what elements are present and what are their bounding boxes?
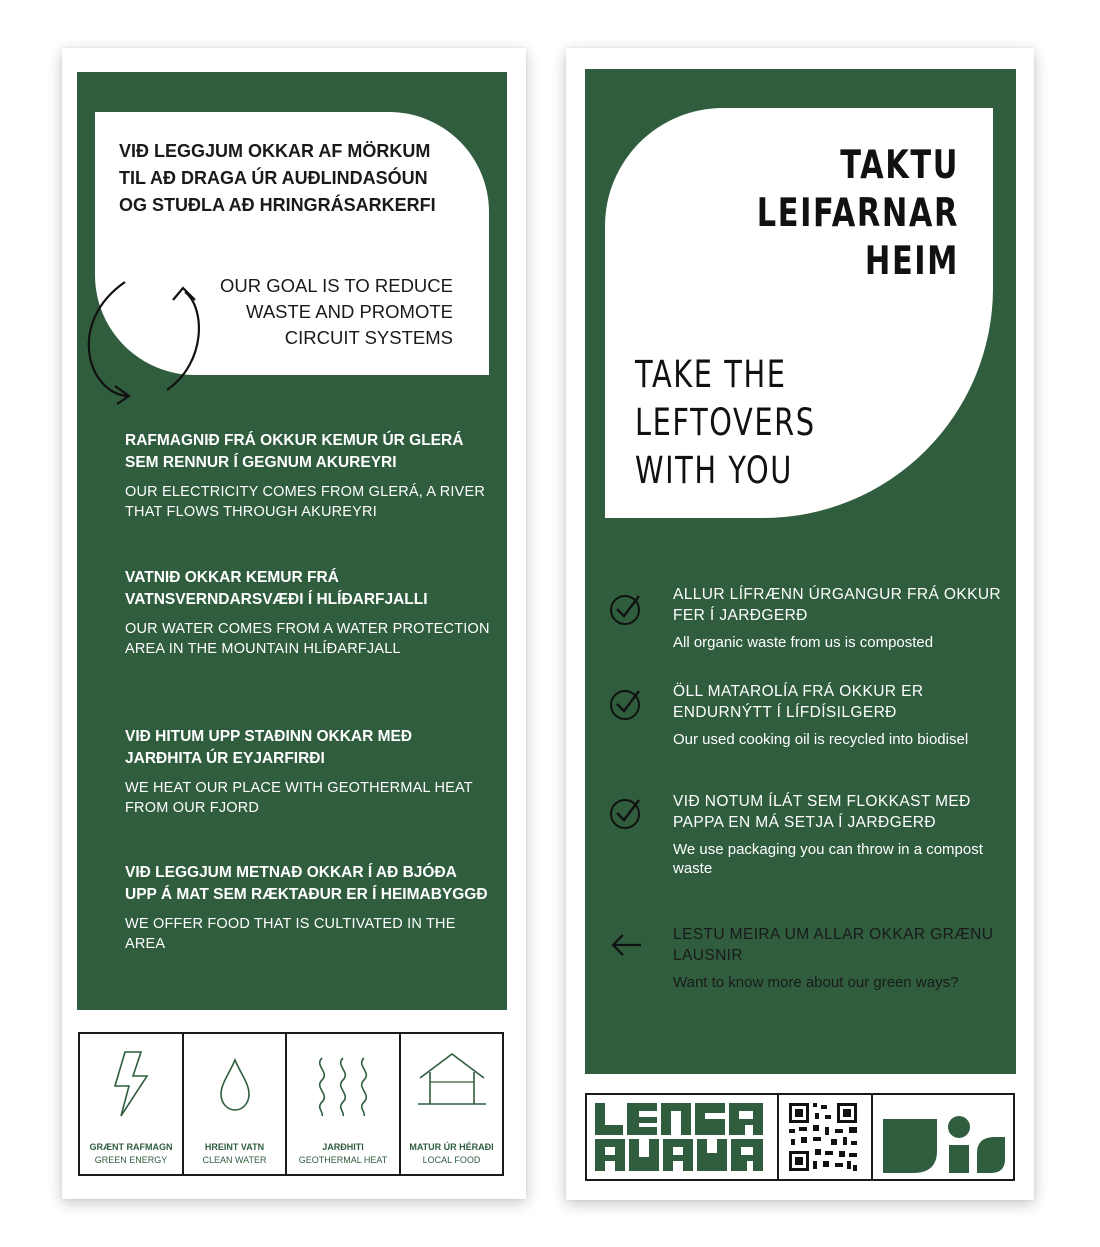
left-item-text: WE HEAT OUR PLACE WITH GEOTHERMAL HEAT FROM OUR FJORD — [125, 780, 473, 816]
icon-sublabel: GEOTHERMAL HEAT — [298, 1155, 388, 1165]
icon-cell-food — [401, 1034, 502, 1174]
icon-strip — [78, 1032, 504, 1176]
heat-waves-icon — [308, 1050, 378, 1120]
icon-sublabel: GREEN ENERGY — [94, 1155, 168, 1165]
recycle-arrows-icon — [77, 262, 217, 432]
checkmark-icon — [609, 796, 643, 830]
brand-strip — [585, 1093, 1015, 1181]
left-item-electricity — [125, 430, 491, 522]
read-more-text: Want to know more about our green ways? — [673, 974, 959, 991]
left-item-text: WE OFFER FOOD THAT IS CULTIVATED IN THE AREA — [125, 916, 456, 952]
icon-cell-energy — [80, 1034, 184, 1174]
leafur-logo-icon — [587, 1095, 773, 1179]
left-flyer — [62, 48, 526, 1199]
water-drop-icon — [215, 1050, 255, 1120]
left-item-water — [125, 567, 491, 659]
brand-logo — [587, 1095, 779, 1179]
left-item-title: VIÐ LEGGJUM METNAÐ OKKAR Í AÐ BJÓÐA UPP Á MAT SEM RÆKTAÐUR ER Í HEIMABYGGÐ — [125, 864, 488, 903]
read-more-link[interactable] — [673, 924, 1003, 992]
right-item-text: We use packaging you can throw in a compost waste — [673, 841, 983, 877]
right-leaf-box — [605, 108, 993, 518]
icon-label: GRÆNT RAFMAGN — [89, 1142, 173, 1152]
left-item-title: RAFMAGNIÐ FRÁ OKKUR KEMUR ÚR GLERÁ SEM RENNUR Í GEGNUM AKUREYRI — [125, 432, 464, 471]
left-item-text: OUR WATER COMES FROM A WATER PROTECTION AREA IN THE MOUNTAIN HLÍÐARFJALL — [125, 621, 490, 657]
title-english: TAKE THE LEFTOVERS WITH YOU — [635, 353, 816, 492]
qr-code[interactable] — [779, 1095, 873, 1179]
arrow-left-icon — [609, 933, 643, 957]
right-item-title: ÖLL MATAROLÍA FRÁ OKKUR ER ENDURNÝTT Í LÍFDÍSILGERÐ — [673, 683, 924, 721]
right-item-title: ALLUR LÍFRÆNN ÚRGANGUR FRÁ OKKUR FER Í JARÐGERÐ — [673, 586, 1002, 624]
icon-label: HREINT VATN — [204, 1142, 265, 1152]
right-item-oil — [673, 681, 1003, 749]
right-item-text: Our used cooking oil is recycled into biodisel — [673, 731, 969, 748]
read-more-title: LESTU MEIRA UM ALLAR OKKAR GRÆNU LAUSNIR — [673, 926, 994, 964]
lightning-icon — [111, 1050, 151, 1120]
icon-sublabel: LOCAL FOOD — [422, 1155, 481, 1165]
left-item-food — [125, 862, 491, 954]
checkmark-icon — [609, 687, 643, 721]
right-item-text: All organic waste from us is composted — [673, 634, 934, 651]
right-item-compost — [673, 584, 1003, 652]
left-subline: OUR GOAL IS TO REDUCE WASTE AND PROMOTE CIRCUIT SYSTEMS — [219, 275, 453, 348]
checkmark-icon — [609, 592, 643, 626]
right-green-panel — [585, 69, 1016, 1074]
icon-cell-heat — [287, 1034, 401, 1174]
icon-sublabel: CLEAN WATER — [202, 1155, 267, 1165]
leaf-mark-icon — [873, 1095, 1013, 1179]
title-icelandic: TAKTU LEIFARNAR HEIM — [756, 143, 959, 284]
left-green-panel — [77, 72, 507, 1010]
left-headline: VIÐ LEGGJUM OKKAR AF MÖRKUM TIL AÐ DRAGA ÚR AUÐLINDASÓUN OG STUÐLA AÐ HRINGRÁSARKERFI — [119, 141, 436, 215]
left-item-text: OUR ELECTRICITY COMES FROM GLERÁ, A RIVER THAT FLOWS THROUGH AKUREYRI — [125, 484, 486, 520]
left-item-title: VATNIÐ OKKAR KEMUR FRÁ VATNSVERNDARSVÆÐI Í HLÍÐARFJALLI — [125, 569, 428, 608]
brand-mark — [873, 1095, 1013, 1179]
house-icon — [416, 1050, 488, 1120]
icon-cell-water — [184, 1034, 287, 1174]
icon-label: MATUR ÚR HÉRAÐI — [409, 1142, 494, 1152]
qr-code-icon — [779, 1095, 867, 1179]
left-item-heat — [125, 726, 491, 818]
left-item-title: VIÐ HITUM UPP STAÐINN OKKAR MEÐ JARÐHITA ÚR EYJARFIRÐI — [125, 728, 413, 767]
right-item-title: VIÐ NOTUM ÍLÁT SEM FLOKKAST MEÐ PAPPA EN MÁ SETJA Í JARÐGERÐ — [673, 793, 971, 831]
right-item-packaging — [673, 791, 1003, 878]
icon-label: JARÐHITI — [322, 1142, 364, 1152]
right-flyer — [566, 48, 1034, 1200]
